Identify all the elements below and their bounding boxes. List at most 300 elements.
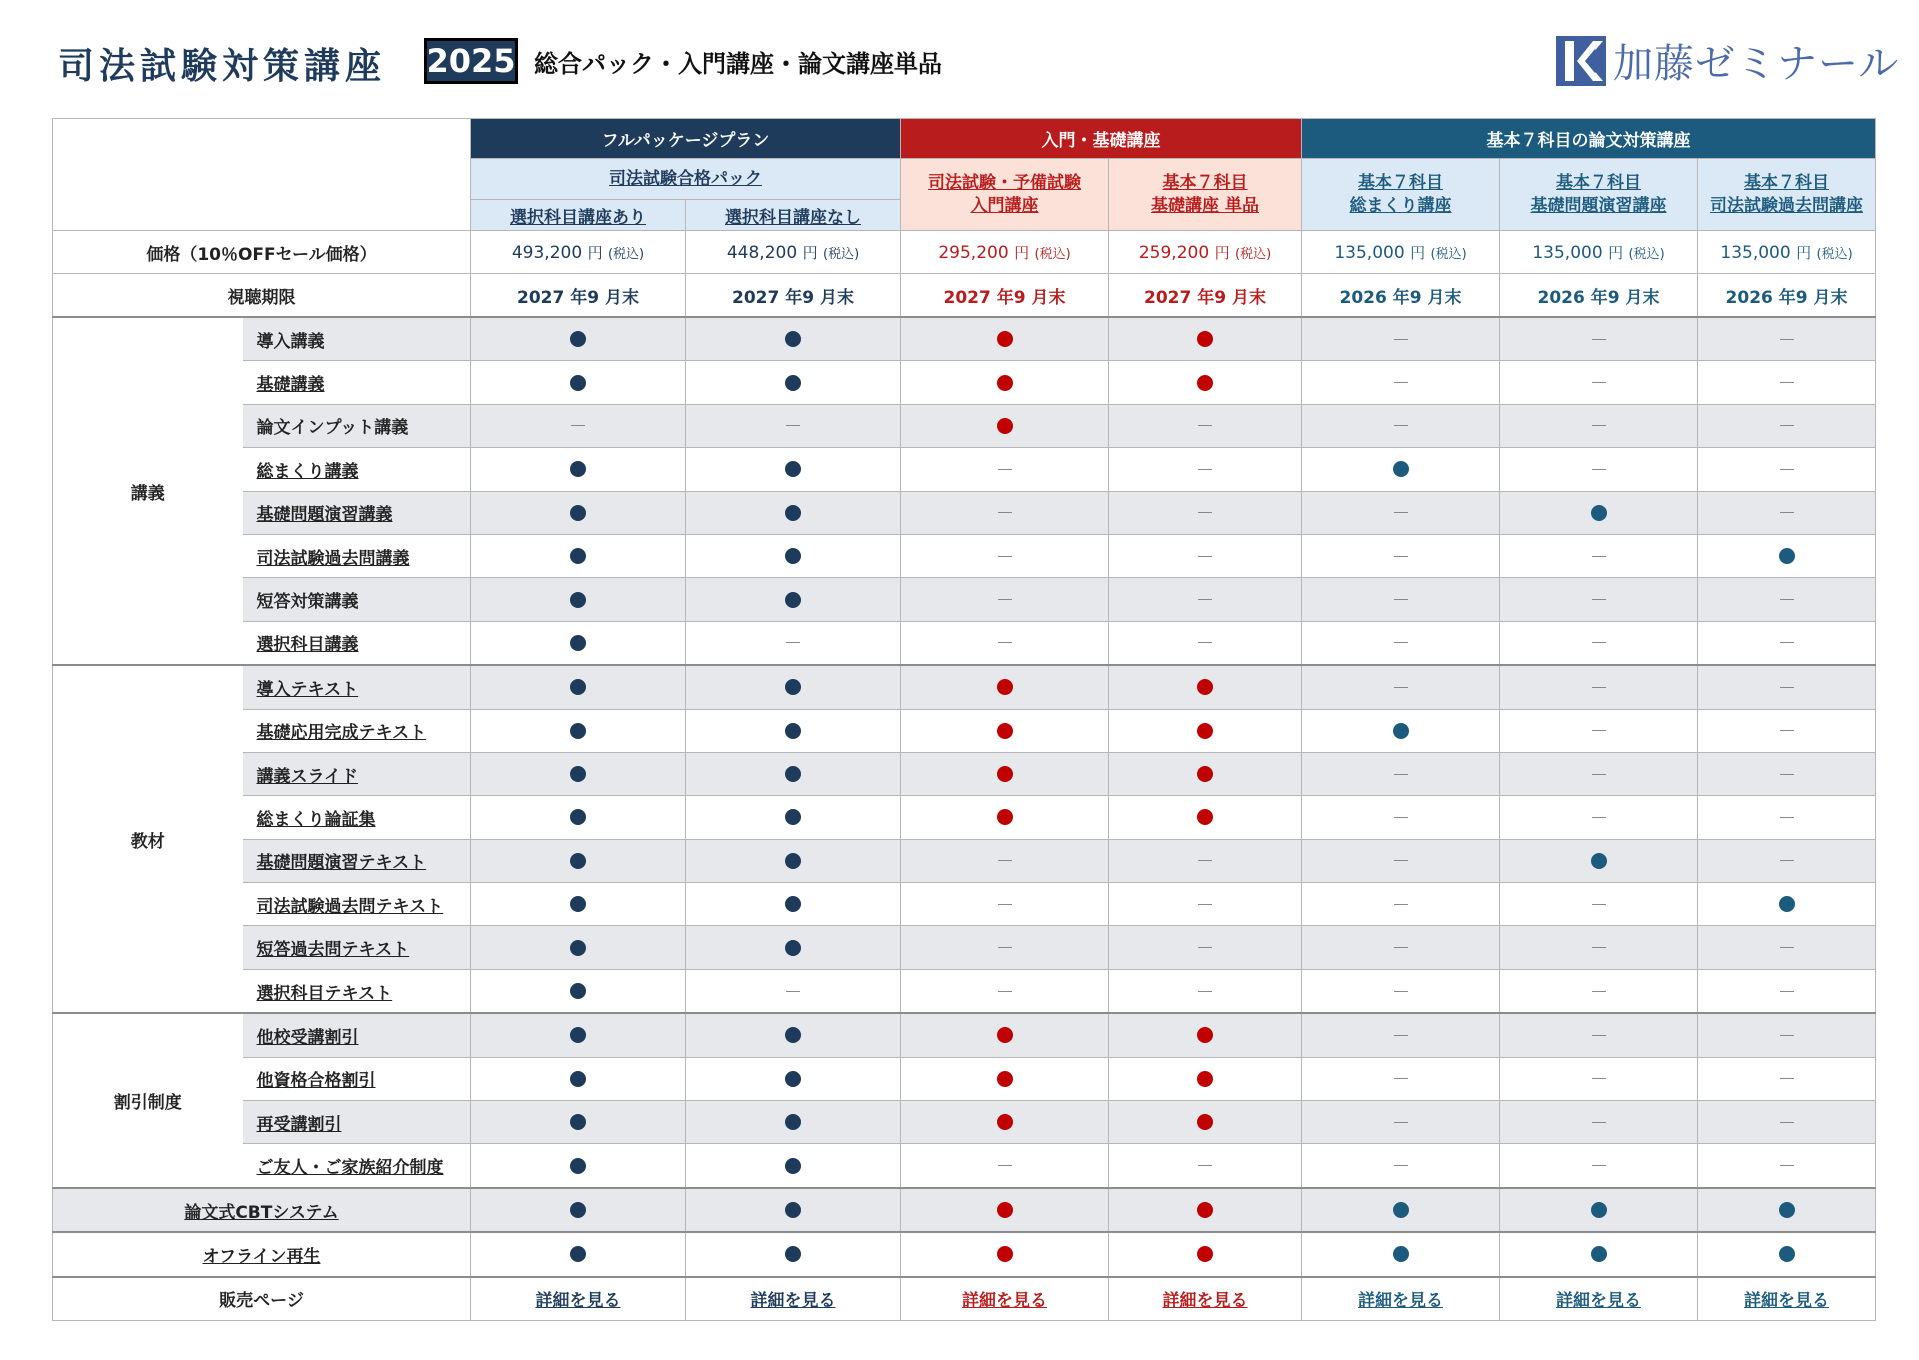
- availability-cell: [1500, 665, 1698, 709]
- sales-page-label: 販売ページ: [53, 1277, 471, 1321]
- availability-cell: [901, 404, 1109, 447]
- category-label: 講義: [53, 317, 243, 665]
- price-cell: [1302, 231, 1500, 274]
- included-dot-icon: [1197, 331, 1213, 347]
- included-dot-icon: [1779, 1202, 1795, 1218]
- availability-cell: [1698, 752, 1876, 795]
- included-dot-icon: [785, 1027, 801, 1043]
- page-subtitle: 総合パック・入門講座・論文講座単品: [534, 50, 942, 78]
- feature-label[interactable]: 他資格合格割引: [243, 1057, 471, 1100]
- not-included-dash-icon: [998, 904, 1012, 905]
- availability-cell: [1302, 404, 1500, 447]
- availability-cell: [1109, 926, 1302, 969]
- not-included-dash-icon: [1394, 1035, 1408, 1036]
- availability-cell: [1500, 1013, 1698, 1057]
- availability-cell: [901, 969, 1109, 1013]
- availability-cell: [1698, 361, 1876, 404]
- availability-cell: [1500, 969, 1698, 1013]
- not-included-dash-icon: [1780, 1078, 1794, 1079]
- feature-label[interactable]: 短答過去問テキスト: [243, 926, 471, 969]
- not-included-dash-icon: [786, 991, 800, 992]
- availability-cell: [1302, 969, 1500, 1013]
- availability-cell: [1698, 1232, 1876, 1276]
- not-included-dash-icon: [1394, 642, 1408, 643]
- availability-cell: [1109, 404, 1302, 447]
- included-dot-icon: [570, 853, 586, 869]
- table-row: [53, 839, 1876, 882]
- not-included-dash-icon: [998, 1165, 1012, 1166]
- availability-cell: [1500, 883, 1698, 926]
- period-cell: 2027 年9 月末: [686, 274, 901, 318]
- price-tax-note: (税込): [1235, 246, 1272, 262]
- availability-cell: [901, 839, 1109, 882]
- availability-cell: [1302, 491, 1500, 534]
- period-cell: 2026 年9 月末: [1698, 274, 1876, 318]
- group-essay: 基本７科目の論文対策講座: [1302, 119, 1876, 159]
- price-cell: [1698, 231, 1876, 274]
- availability-cell: [1698, 926, 1876, 969]
- availability-cell: [1698, 534, 1876, 577]
- availability-cell: [1109, 491, 1302, 534]
- feature-label[interactable]: 講義スライド: [243, 752, 471, 795]
- not-included-dash-icon: [1592, 947, 1606, 948]
- included-dot-icon: [997, 1202, 1013, 1218]
- availability-cell: [471, 1232, 686, 1276]
- included-dot-icon: [1197, 723, 1213, 739]
- availability-cell: [1109, 752, 1302, 795]
- not-included-dash-icon: [1198, 947, 1212, 948]
- not-included-dash-icon: [1394, 947, 1408, 948]
- availability-cell: [1698, 665, 1876, 709]
- feature-label[interactable]: 再受講割引: [243, 1101, 471, 1144]
- price-value: 295,200: [938, 242, 1009, 263]
- availability-cell: [686, 1144, 901, 1188]
- included-dot-icon: [1197, 1246, 1213, 1262]
- included-dot-icon: [1591, 853, 1607, 869]
- included-dot-icon: [1393, 1246, 1409, 1262]
- details-link[interactable]: 詳細を見る: [1500, 1277, 1698, 1321]
- availability-cell: [1500, 1232, 1698, 1276]
- availability-cell: [686, 448, 901, 491]
- availability-cell: [471, 969, 686, 1013]
- included-dot-icon: [1197, 766, 1213, 782]
- availability-cell: [1302, 317, 1500, 361]
- not-included-dash-icon: [998, 860, 1012, 861]
- availability-cell: [1109, 534, 1302, 577]
- product-exercise-line1: 基本７科目: [1556, 172, 1642, 193]
- not-included-dash-icon: [571, 425, 585, 426]
- availability-cell: [1500, 621, 1698, 665]
- included-dot-icon: [570, 461, 586, 477]
- price-unit: 円: [1014, 243, 1030, 262]
- details-link[interactable]: 詳細を見る: [1109, 1277, 1302, 1321]
- not-included-dash-icon: [786, 642, 800, 643]
- not-included-dash-icon: [1394, 1122, 1408, 1123]
- not-included-dash-icon: [1780, 599, 1794, 600]
- availability-cell: [471, 1188, 686, 1232]
- details-link[interactable]: 詳細を見る: [686, 1277, 901, 1321]
- included-dot-icon: [785, 1158, 801, 1174]
- not-included-dash-icon: [1198, 599, 1212, 600]
- availability-cell: [901, 1013, 1109, 1057]
- availability-cell: [1500, 578, 1698, 621]
- product-past-line2: 司法試験過去問講座: [1710, 195, 1864, 216]
- feature-label[interactable]: 基礎問題演習テキスト: [243, 839, 471, 882]
- included-dot-icon: [1779, 1246, 1795, 1262]
- price-unit: 円: [587, 243, 603, 262]
- availability-cell: [686, 796, 901, 839]
- availability-cell: [1109, 1144, 1302, 1188]
- table-row: [53, 361, 1876, 404]
- included-dot-icon: [1591, 1202, 1607, 1218]
- price-tax-note: (税込): [1430, 246, 1467, 262]
- product-past-link[interactable]: [1698, 159, 1876, 231]
- not-included-dash-icon: [1198, 1165, 1212, 1166]
- included-dot-icon: [1197, 1071, 1213, 1087]
- product-pack-link[interactable]: 司法試験合格パック: [471, 159, 901, 200]
- table-row: [53, 709, 1876, 752]
- feature-label[interactable]: 司法試験過去問テキスト: [243, 883, 471, 926]
- not-included-dash-icon: [1592, 1122, 1606, 1123]
- availability-cell: [686, 404, 901, 447]
- availability-cell: [1302, 883, 1500, 926]
- not-included-dash-icon: [1780, 991, 1794, 992]
- included-dot-icon: [570, 505, 586, 521]
- included-dot-icon: [570, 548, 586, 564]
- included-dot-icon: [570, 1071, 586, 1087]
- table-row: [53, 621, 1876, 665]
- availability-cell: [901, 448, 1109, 491]
- availability-cell: [686, 883, 901, 926]
- feature-label[interactable]: 基礎講義: [243, 361, 471, 404]
- not-included-dash-icon: [998, 512, 1012, 513]
- price-value: 448,200: [726, 242, 798, 263]
- feature-label[interactable]: 司法試験過去問講義: [243, 534, 471, 577]
- not-included-dash-icon: [1198, 860, 1212, 861]
- period-label: 視聴期限: [53, 274, 471, 318]
- price-value: 259,200: [1138, 242, 1210, 263]
- price-tax-note: (税込): [1628, 246, 1665, 262]
- not-included-dash-icon: [1592, 1078, 1606, 1079]
- not-included-dash-icon: [1592, 730, 1606, 731]
- table-row: [53, 448, 1876, 491]
- availability-cell: [901, 317, 1109, 361]
- availability-cell: [471, 796, 686, 839]
- included-dot-icon: [785, 592, 801, 608]
- included-dot-icon: [785, 505, 801, 521]
- availability-cell: [471, 1144, 686, 1188]
- included-dot-icon: [785, 766, 801, 782]
- details-link[interactable]: 詳細を見る: [901, 1277, 1109, 1321]
- included-dot-icon: [570, 1158, 586, 1174]
- availability-cell: [1698, 317, 1876, 361]
- table-row: [53, 317, 1876, 361]
- availability-cell: [1302, 839, 1500, 882]
- not-included-dash-icon: [1394, 425, 1408, 426]
- availability-cell: [901, 709, 1109, 752]
- price-label: 価格（10％OFFセール価格）: [53, 231, 471, 274]
- feature-label[interactable]: 総まくり講義: [243, 448, 471, 491]
- period-cell: 2027 年9 月末: [1109, 274, 1302, 318]
- availability-cell: [1109, 1057, 1302, 1100]
- product-intro-line2: 入門講座: [970, 195, 1039, 216]
- product-basic-link[interactable]: [1109, 159, 1302, 231]
- not-included-dash-icon: [1394, 904, 1408, 905]
- availability-cell: [686, 1101, 901, 1144]
- not-included-dash-icon: [1780, 1165, 1794, 1166]
- not-included-dash-icon: [1592, 817, 1606, 818]
- group-full-package: フルパッケージプラン: [471, 119, 901, 159]
- comparison-table: [52, 118, 1876, 1321]
- not-included-dash-icon: [1394, 1165, 1408, 1166]
- not-included-dash-icon: [1394, 512, 1408, 513]
- availability-cell: [471, 839, 686, 882]
- not-included-dash-icon: [1780, 512, 1794, 513]
- category-label: 割引制度: [53, 1013, 243, 1188]
- included-dot-icon: [1393, 723, 1409, 739]
- product-summary-link[interactable]: [1302, 159, 1500, 231]
- feature-label[interactable]: 論文式CBTシステム: [53, 1188, 471, 1232]
- price-cell: [686, 231, 901, 274]
- brand-logo: [1555, 32, 1899, 89]
- availability-cell: [1698, 491, 1876, 534]
- availability-cell: [1698, 969, 1876, 1013]
- included-dot-icon: [570, 896, 586, 912]
- availability-cell: [1500, 317, 1698, 361]
- availability-cell: [1698, 1013, 1876, 1057]
- availability-cell: [1109, 361, 1302, 404]
- table-row: [53, 1057, 1876, 1100]
- availability-cell: [1698, 709, 1876, 752]
- price-cell: [1500, 231, 1698, 274]
- price-tax-note: (税込): [1816, 246, 1853, 262]
- availability-cell: [1109, 578, 1302, 621]
- included-dot-icon: [997, 1027, 1013, 1043]
- availability-cell: [686, 1013, 901, 1057]
- availability-cell: [1698, 796, 1876, 839]
- availability-cell: [1109, 665, 1302, 709]
- included-dot-icon: [570, 1202, 586, 1218]
- not-included-dash-icon: [1394, 991, 1408, 992]
- not-included-dash-icon: [1780, 730, 1794, 731]
- availability-cell: [1302, 361, 1500, 404]
- included-dot-icon: [785, 1246, 801, 1262]
- availability-cell: [1698, 621, 1876, 665]
- included-dot-icon: [785, 375, 801, 391]
- availability-cell: [686, 839, 901, 882]
- included-dot-icon: [997, 1246, 1013, 1262]
- table-row: [53, 1188, 1876, 1232]
- price-value: 135,000: [1532, 242, 1603, 263]
- included-dot-icon: [785, 461, 801, 477]
- availability-cell: [686, 1232, 901, 1276]
- included-dot-icon: [1197, 679, 1213, 695]
- availability-cell: [1500, 491, 1698, 534]
- included-dot-icon: [997, 331, 1013, 347]
- not-included-dash-icon: [1592, 425, 1606, 426]
- included-dot-icon: [570, 766, 586, 782]
- availability-cell: [1302, 448, 1500, 491]
- availability-cell: [471, 361, 686, 404]
- included-dot-icon: [997, 418, 1013, 434]
- availability-cell: [1500, 796, 1698, 839]
- availability-cell: [1109, 1232, 1302, 1276]
- included-dot-icon: [785, 1071, 801, 1087]
- pack-without-elective-link[interactable]: 選択科目講座なし: [686, 200, 901, 231]
- availability-cell: [901, 491, 1109, 534]
- included-dot-icon: [570, 1027, 586, 1043]
- not-included-dash-icon: [1198, 512, 1212, 513]
- price-tax-note: (税込): [607, 246, 645, 262]
- feature-label[interactable]: 選択科目講義: [243, 621, 471, 665]
- details-link[interactable]: 詳細を見る: [1302, 1277, 1500, 1321]
- not-included-dash-icon: [1780, 817, 1794, 818]
- availability-cell: [901, 1188, 1109, 1232]
- availability-cell: [686, 926, 901, 969]
- feature-label[interactable]: 他校受講割引: [243, 1013, 471, 1057]
- not-included-dash-icon: [998, 599, 1012, 600]
- period-cell: 2027 年9 月末: [901, 274, 1109, 318]
- availability-cell: [471, 534, 686, 577]
- availability-cell: [686, 534, 901, 577]
- availability-cell: [471, 317, 686, 361]
- table-row: [53, 1144, 1876, 1188]
- pack-with-elective-link[interactable]: 選択科目講座あり: [471, 200, 686, 231]
- details-link[interactable]: 詳細を見る: [1698, 1277, 1876, 1321]
- not-included-dash-icon: [1198, 904, 1212, 905]
- not-included-dash-icon: [1394, 687, 1408, 688]
- not-included-dash-icon: [1592, 1165, 1606, 1166]
- included-dot-icon: [785, 853, 801, 869]
- table-row: [53, 1232, 1876, 1276]
- availability-cell: [901, 534, 1109, 577]
- price-value: 493,200: [511, 242, 583, 263]
- availability-cell: [1302, 752, 1500, 795]
- availability-cell: [1109, 796, 1302, 839]
- not-included-dash-icon: [1592, 599, 1606, 600]
- not-included-dash-icon: [1592, 904, 1606, 905]
- price-unit: 円: [1796, 243, 1812, 262]
- availability-cell: [471, 578, 686, 621]
- feature-label[interactable]: ご友人・ご家族紹介制度: [243, 1144, 471, 1188]
- table-row: [53, 404, 1876, 447]
- availability-cell: [686, 709, 901, 752]
- availability-cell: [1500, 926, 1698, 969]
- availability-cell: [1698, 1188, 1876, 1232]
- year-badge: 2025: [424, 38, 518, 84]
- table-row: [53, 796, 1876, 839]
- availability-cell: [686, 317, 901, 361]
- feature-label[interactable]: 基礎問題演習講義: [243, 491, 471, 534]
- availability-cell: [1500, 839, 1698, 882]
- not-included-dash-icon: [1780, 425, 1794, 426]
- availability-cell: [471, 491, 686, 534]
- availability-cell: [901, 361, 1109, 404]
- feature-label: 論文インプット講義: [243, 404, 471, 447]
- availability-cell: [1302, 709, 1500, 752]
- availability-cell: [1698, 404, 1876, 447]
- availability-cell: [1109, 1188, 1302, 1232]
- product-exercise-link[interactable]: [1500, 159, 1698, 231]
- availability-cell: [471, 1013, 686, 1057]
- price-unit: 円: [802, 243, 818, 262]
- price-cell: [901, 231, 1109, 274]
- not-included-dash-icon: [1780, 1122, 1794, 1123]
- not-included-dash-icon: [1592, 687, 1606, 688]
- availability-cell: [1302, 1057, 1500, 1100]
- not-included-dash-icon: [1592, 1035, 1606, 1036]
- sales-row: [53, 1277, 1876, 1321]
- availability-cell: [471, 709, 686, 752]
- price-value: 135,000: [1334, 242, 1405, 263]
- availability-cell: [471, 1101, 686, 1144]
- period-cell: 2026 年9 月末: [1302, 274, 1500, 318]
- availability-cell: [1302, 796, 1500, 839]
- feature-label[interactable]: 基礎応用完成テキスト: [243, 709, 471, 752]
- feature-label[interactable]: 導入テキスト: [243, 665, 471, 709]
- availability-cell: [471, 883, 686, 926]
- included-dot-icon: [785, 679, 801, 695]
- included-dot-icon: [1591, 1246, 1607, 1262]
- availability-cell: [686, 665, 901, 709]
- included-dot-icon: [570, 331, 586, 347]
- availability-cell: [1302, 1144, 1500, 1188]
- details-link[interactable]: 詳細を見る: [471, 1277, 686, 1321]
- availability-cell: [1500, 404, 1698, 447]
- availability-cell: [1302, 1232, 1500, 1276]
- included-dot-icon: [785, 548, 801, 564]
- availability-cell: [471, 621, 686, 665]
- included-dot-icon: [1393, 461, 1409, 477]
- availability-cell: [1500, 1188, 1698, 1232]
- availability-cell: [1698, 1144, 1876, 1188]
- price-tax-note: (税込): [1034, 246, 1071, 262]
- availability-cell: [686, 491, 901, 534]
- price-cell: [1109, 231, 1302, 274]
- feature-label[interactable]: 総まくり論証集: [243, 796, 471, 839]
- not-included-dash-icon: [1592, 991, 1606, 992]
- not-included-dash-icon: [1780, 382, 1794, 383]
- included-dot-icon: [997, 1071, 1013, 1087]
- availability-cell: [1109, 709, 1302, 752]
- included-dot-icon: [1779, 896, 1795, 912]
- availability-cell: [1302, 578, 1500, 621]
- not-included-dash-icon: [1394, 1078, 1408, 1079]
- included-dot-icon: [997, 679, 1013, 695]
- price-cell: [471, 231, 686, 274]
- included-dot-icon: [1197, 1114, 1213, 1130]
- not-included-dash-icon: [998, 556, 1012, 557]
- availability-cell: [1302, 534, 1500, 577]
- table-row: [53, 1013, 1876, 1057]
- availability-cell: [1109, 839, 1302, 882]
- feature-label[interactable]: 選択科目テキスト: [243, 969, 471, 1013]
- availability-cell: [1302, 621, 1500, 665]
- feature-label[interactable]: オフライン再生: [53, 1232, 471, 1276]
- product-intro-line1: 司法試験・予備試験: [928, 172, 1082, 193]
- category-label: 教材: [53, 665, 243, 1013]
- table-row: [53, 1101, 1876, 1144]
- included-dot-icon: [1591, 505, 1607, 521]
- included-dot-icon: [785, 940, 801, 956]
- not-included-dash-icon: [1198, 556, 1212, 557]
- availability-cell: [1500, 709, 1698, 752]
- availability-cell: [901, 578, 1109, 621]
- product-intro-link[interactable]: [901, 159, 1109, 231]
- included-dot-icon: [570, 723, 586, 739]
- availability-cell: [1109, 317, 1302, 361]
- availability-cell: [901, 926, 1109, 969]
